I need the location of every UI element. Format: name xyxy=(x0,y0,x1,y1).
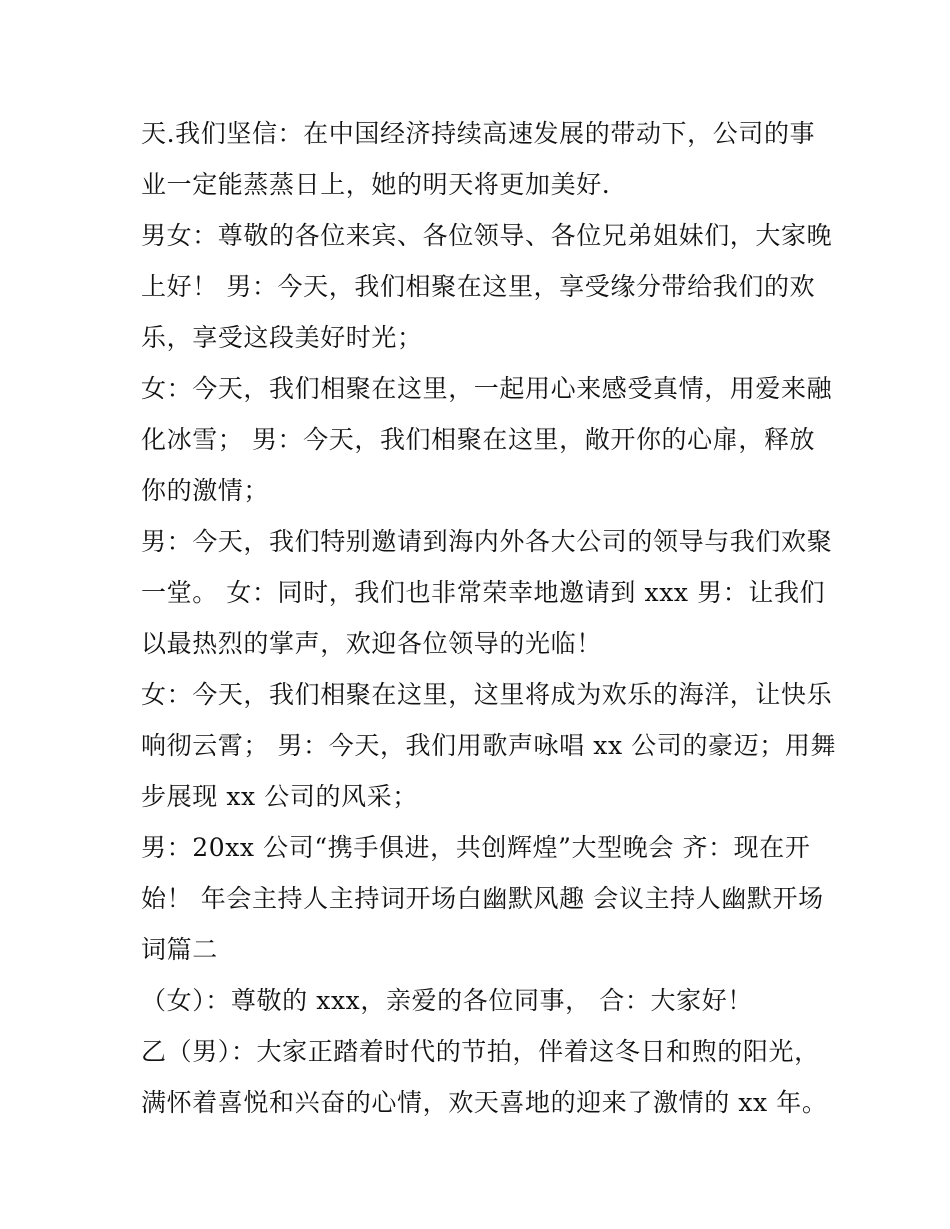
text-line: 女：今天，我们相聚在这里，一起用心来感受真情，用爱来融 xyxy=(141,374,833,403)
text-line: 女：今天，我们相聚在这里，这里将成为欢乐的海洋，让快乐 xyxy=(141,680,833,709)
text-line: 你的激情； xyxy=(141,476,270,505)
text-line: 响彻云霄； 男：今天，我们用歌声咏唱 xx 公司的豪迈；用舞 xyxy=(141,731,837,760)
document-body xyxy=(141,108,841,1128)
text-line: 始！ 年会主持人主持词开场白幽默风趣 会议主持人幽默开场 xyxy=(141,884,824,913)
text-line: 业一定能蒸蒸日上，她的明天将更加美好. xyxy=(141,170,611,199)
text-line: 一堂。 女：同时，我们也非常荣幸地邀请到 xxx 男：让我们 xyxy=(141,578,826,607)
text-line: （女）：尊敬的 xxx，亲爱的各位同事， 合：大家好！ xyxy=(141,986,753,1015)
text-line: 乙（男）：大家正踏着时代的节拍，伴着这冬日和煦的阳光， xyxy=(141,1037,820,1066)
text-line: 上好！ 男：今天，我们相聚在这里，享受缘分带给我们的欢 xyxy=(141,272,816,301)
text-line: 步展现 xx 公司的风采； xyxy=(141,782,418,811)
text-line: 乐，享受这段美好时光； xyxy=(141,323,423,352)
text-line: 化冰雪； 男：今天，我们相聚在这里，敞开你的心扉，释放 xyxy=(141,425,816,454)
text-line: 天.我们坚信：在中国经济持续高速发展的带动下，公司的事 xyxy=(141,119,816,148)
text-line: 以最热烈的掌声，欢迎各位领导的光临！ xyxy=(141,629,602,658)
text-line: 男女：尊敬的各位来宾、各位领导、各位兄弟姐妹们，大家晚 xyxy=(141,221,833,250)
text-line: 男：今天，我们特别邀请到海内外各大公司的领导与我们欢聚 xyxy=(141,527,833,556)
text-line: 男：20xx 公司“携手俱进，共创辉煌”大型晚会 齐：现在开 xyxy=(141,833,811,862)
text-line: 词篇二 xyxy=(141,935,218,964)
text-line: 满怀着喜悦和兴奋的心情，欢天喜地的迎来了激情的 xx 年。 xyxy=(141,1088,828,1117)
